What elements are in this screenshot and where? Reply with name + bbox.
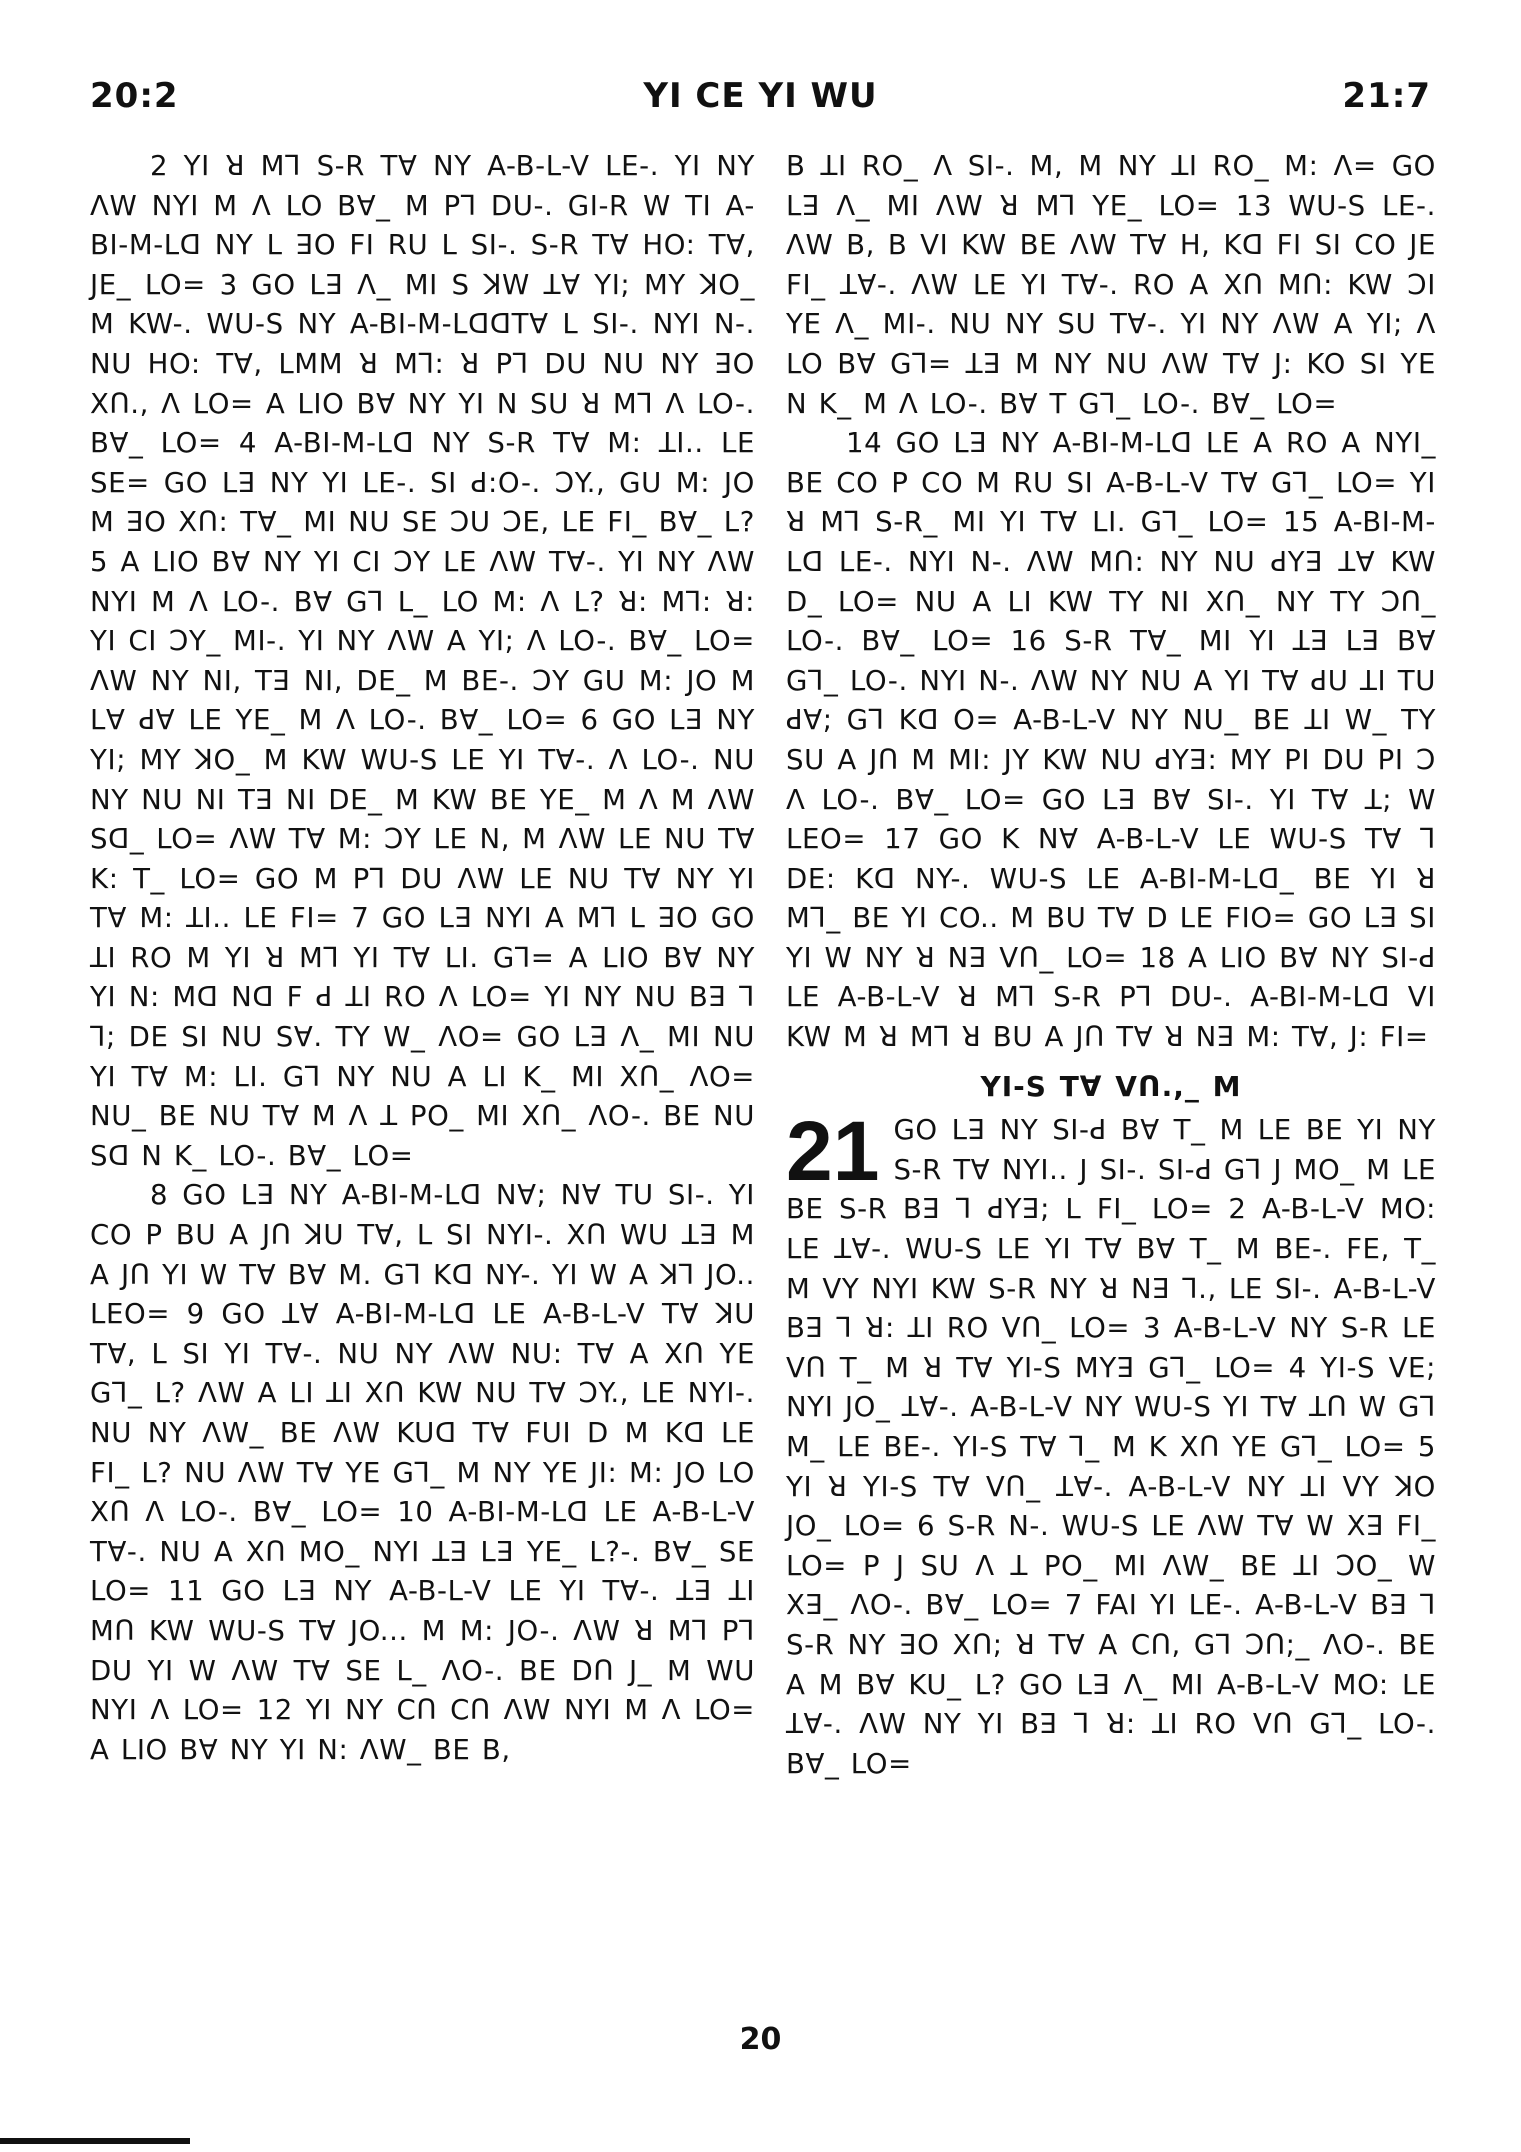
right-column [786,146,1436,1783]
section-heading: YI-S Tꓯ Vꓵ.,_ M [980,1069,1242,1103]
header-title: YI CE YI WU [643,76,878,116]
body-paragraph: B ꓕI RO_ ꓥ SI-. M, M NY ꓕI RO_ M: ꓥ= GO Lꓱ ꓥ_ MI ꓥW ꓤ Mꓶ YE_ LO= 13 WU-S LE-. ꓥW B, B VI KW BE ꓥW Tꓯ H, Kꓷ FI SI CO JE FI_ ꓕꓯ-. ꓥW LE YI Tꓯ-. RO A Xꓵ Mꓵ: KW ꓛI YE ꓥ_ MI-. NU NY SU Tꓯ-. YI NY ꓥW A YI; ꓥ LO Bꓯ Gꓶ= ꓕꓱ M NY NU ꓥW Tꓯ J: KO SI YE N K_ M ꓥ LO-. Bꓯ T Gꓶ_ LO-. Bꓯ_ LO= [786,149,1436,420]
header-right-reference: 21:7 [1342,76,1431,116]
chapter-first-paragraph: GO Lꓱ NY SI-ꓒ Bꓯ T_ M LE BE YI NY S-R Tꓯ NYI.. J SI-. SI-ꓒ Gꓶ J MO_ M LE BE S-R Bꓱ ꓶ ꓒYꓱ; L FI_ LO= 2 A-B-L-V MO: LE ꓕꓯ-. WU-S LE YI Tꓯ Bꓯ T_ M BE-. FE, T_ M VY NYI KW S-R NY ꓤ Nꓱ ꓶ., LE SI-. A-B-L-V Bꓱ ꓶ ꓤ: ꓕI RO Vꓵ_ LO= 3 A-B-L-V NY S-R LE Vꓵ T_ M ꓤ Tꓯ YI-S MYꓱ Gꓶ_ LO= 4 YI-S VE; NYI JO_ ꓕꓯ-. A-B-L-V NY WU-S YI Tꓯ ꓕꓵ W Gꓶ M_ LE BE-. YI-S Tꓯ ꓶ_ M K Xꓵ YE Gꓶ_ LO= 5 YI ꓤ YI-S Tꓯ Vꓵ_ ꓕꓯ-. A-B-L-V NY ꓕI VY ꓘO JO_ LO= 6 S-R N-. WU-S LE ꓥW Tꓯ W Xꓱ FI_ LO= P J SU ꓥ ꓕ PO_ MI ꓥW_ BE ꓕI ꓛO_ W Xꓱ_ ꓥO-. Bꓯ_ LO= 7 FAI YI LE-. A-B-L-V Bꓱ ꓶ S-R NY ꓱO Xꓵ; ꓤ Tꓯ A Cꓵ, Gꓶ ꓛꓵ;_ ꓥO-. BE A M Bꓯ KU_ L? GO Lꓱ ꓥ_ MI A-B-L-V MO: LE ꓕꓯ-. ꓥW NY YI Bꓱ ꓶ ꓤ: ꓕI RO Vꓵ Gꓶ_ LO-. Bꓯ_ LO= [786,1113,1436,1780]
header-left-reference: 20:2 [90,76,179,116]
body-paragraph: 14 GO Lꓱ NY A-BI-M-Lꓷ LE A RO A NYI_ BE CO P CO M RU SI A-B-L-V Tꓯ Gꓶ_ LO= YI ꓤ Mꓶ S-R_ MI YI Tꓯ LI. Gꓶ_ LO= 15 A-BI-M-Lꓷ LE-. NYI N-. ꓥW Mꓵ: NY NU ꓒYꓱ ꓕꓯ KW D_ LO= NU A LI KW TY NI Xꓵ_ NY TY ꓛꓵ_ LO-. Bꓯ_ LO= 16 S-R Tꓯ_ MI YI ꓕꓱ Lꓱ Bꓯ Gꓶ_ LO-. NYI N-. ꓥW NY NU A YI Tꓯ ꓒU ꓕI TU ꓒꓯ; Gꓶ Kꓷ O= A-B-L-V NY NU_ BE ꓕI W_ TY SU A Jꓵ M MI: JY KW NU ꓒYꓱ: MY PI DU PI ꓛ ꓥ LO-. Bꓯ_ LO= GO Lꓱ Bꓯ SI-. YI Tꓯ ꓕ; W LEO= 17 GO K Nꓯ A-B-L-V LE WU-S Tꓯ ꓶ DE: Kꓷ NY-. WU-S LE A-BI-M-Lꓷ_ BE YI ꓤ Mꓶ_ BE YI CO.. M BU Tꓯ D LE FIO= GO Lꓱ SI YI W NY ꓤ Nꓱ Vꓵ_ LO= 18 A LIO Bꓯ NY SI-ꓒ LE A-B-L-V ꓤ Mꓶ S-R Pꓶ DU-. A-BI-M-Lꓷ VI KW M ꓤ Mꓶ ꓤ BU A Jꓵ Tꓯ ꓤ Nꓱ M: Tꓯ, J: FI= [786,426,1436,1054]
bottom-edge-rule [0,2138,190,2144]
left-column [90,146,755,1769]
chapter-number: 21 [786,1104,880,1199]
body-paragraph: 2 YI ꓤ Mꓶ S-R Tꓯ NY A-B-L-V LE-. YI NY ꓥW NYI M ꓥ LO Bꓯ_ M Pꓶ DU-. GI-R W TI A-BI-M-Lꓷ NY L ꓱO FI ꓣU L SI-. S-R Tꓯ HO: Tꓯ, JE_ LO= 3 GO Lꓱ ꓥ_ MI S ꓘW ꓕꓯ YI; MY ꓘO_ M KW-. WU-S NY A-BI-M-LꓷꓷTꓯ L SI-. NYI N-. NU HO: Tꓯ, LꓟM ꓤ Mꓶ: ꓤ Pꓶ DU NU NY ꓱO Xꓵ., ꓥ LO= A LIO Bꓯ NY YI N SU ꓤ Mꓶ ꓥ LO-. Bꓯ_ LO= 4 A-BI-M-Lꓷ NY S-R Tꓯ M: ꓕI.. LE SE= GO Lꓱ NY YI LE-. SI ꓒ:O-. ꓛY., GU M: JO M ꓱO Xꓵ: Tꓯ_ MI NU SE ꓛU ꓛE, LE FI_ Bꓯ_ L? 5 A LIO Bꓯ NY YI CI ꓛY LE ꓥW Tꓯ-. YI NY ꓥW NYI M ꓥ LO-. Bꓯ Gꓶ L_ LO M: ꓥ L? ꓤ: Mꓶ: ꓤ: YI CI ꓛY_ MI-. YI NY ꓥW A YI; ꓥ LO-. Bꓯ_ LO= ꓥW NY NI, Tꓱ NI, DE_ M BE-. ꓛY GU M: JO M Lꓯ ꓒꓯ LE YE_ M ꓥ LO-. Bꓯ_ LO= 6 GO Lꓱ NY YI; MY ꓘO_ M KW WU-S LE YI Tꓯ-. ꓥ LO-. NU NY NU NI Tꓱ NI DE_ M KW BE YE_ M ꓥ M ꓥW Sꓷ_ LO= ꓥW Tꓯ M: ꓛY LE N, M ꓥW LE NU Tꓯ K: T_ LO= GO M Pꓶ DU ꓥW LE NU Tꓯ NY YI Tꓯ M: ꓕI.. LE FI= 7 GO Lꓱ NYI A Mꓶ L ꓱO GO ꓕI RO M YI ꓤ Mꓶ YI Tꓯ LI. Gꓶ= A LIO Bꓯ NY YI N: Mꓷ Nꓷ F ꓒ ꓕI RO ꓥ LO= YI NY NU Bꓱ ꓶ ꓶ; DE SI NU Sꓯ. TY W_ ꓥO= GO Lꓱ ꓥ_ MI NU YI Tꓯ M: LI. Gꓶ NY NU A LI K_ MI Xꓵ_ ꓥO= NU_ BE NU Tꓯ M ꓥ ꓕ PO_ MI Xꓵ_ ꓥO-. BE NU Sꓷ N K_ LO-. Bꓯ_ LO= [90,149,755,1172]
chapter-block [786,1104,1436,1783]
body-paragraph: 8 GO Lꓱ NY A-BI-M-Lꓷ Nꓯ; Nꓯ TU SI-. YI CO P BU A Jꓵ ꓘU Tꓯ, L SI NYI-. Xꓵ WU ꓕꓱ M A Jꓵ YI W Tꓯ Bꓯ M. Gꓶ Kꓷ NY-. YI W A ꓘꓶ JO.. LEO= 9 GO ꓕꓯ A-BI-M-Lꓷ LE A-B-L-V Tꓯ ꓘU Tꓯ, L SI YI Tꓯ-. NU NY ꓥW NU: Tꓯ A Xꓵ YE Gꓶ_ L? ꓥW A LI ꓕI Xꓵ KW NU Tꓯ ꓛY., LE NYI-. NU NY ꓥW_ BE ꓥW KUꓷ Tꓯ FUI D M Kꓷ LE FI_ L? NU ꓥW Tꓯ YE Gꓶ_ M NY YE JI: M: JO LO Xꓵ ꓥ LO-. Bꓯ_ LO= 10 A-BI-M-Lꓷ LE A-B-L-V Tꓯ-. NU A Xꓵ MO_ NYI ꓕꓱ Lꓱ YE_ L?-. Bꓯ_ SE LO= 11 GO Lꓱ NY A-B-L-V LE YI Tꓯ-. ꓕꓱ ꓕI Mꓵ KW WU-S Tꓯ JO... M M: JO-. ꓥW ꓤ Mꓶ Pꓶ DU YI W ꓥW Tꓯ SE L_ ꓥO-. BE Dꓵ J_ M WU NYI ꓥ LO= 12 YI NY Cꓵ Cꓵ ꓥW NYI M ꓥ LO= A LIO Bꓯ NY YI N: ꓥW_ BE B, [90,1178,755,1766]
page-number: 20 [739,2022,782,2057]
running-head [90,76,1431,122]
